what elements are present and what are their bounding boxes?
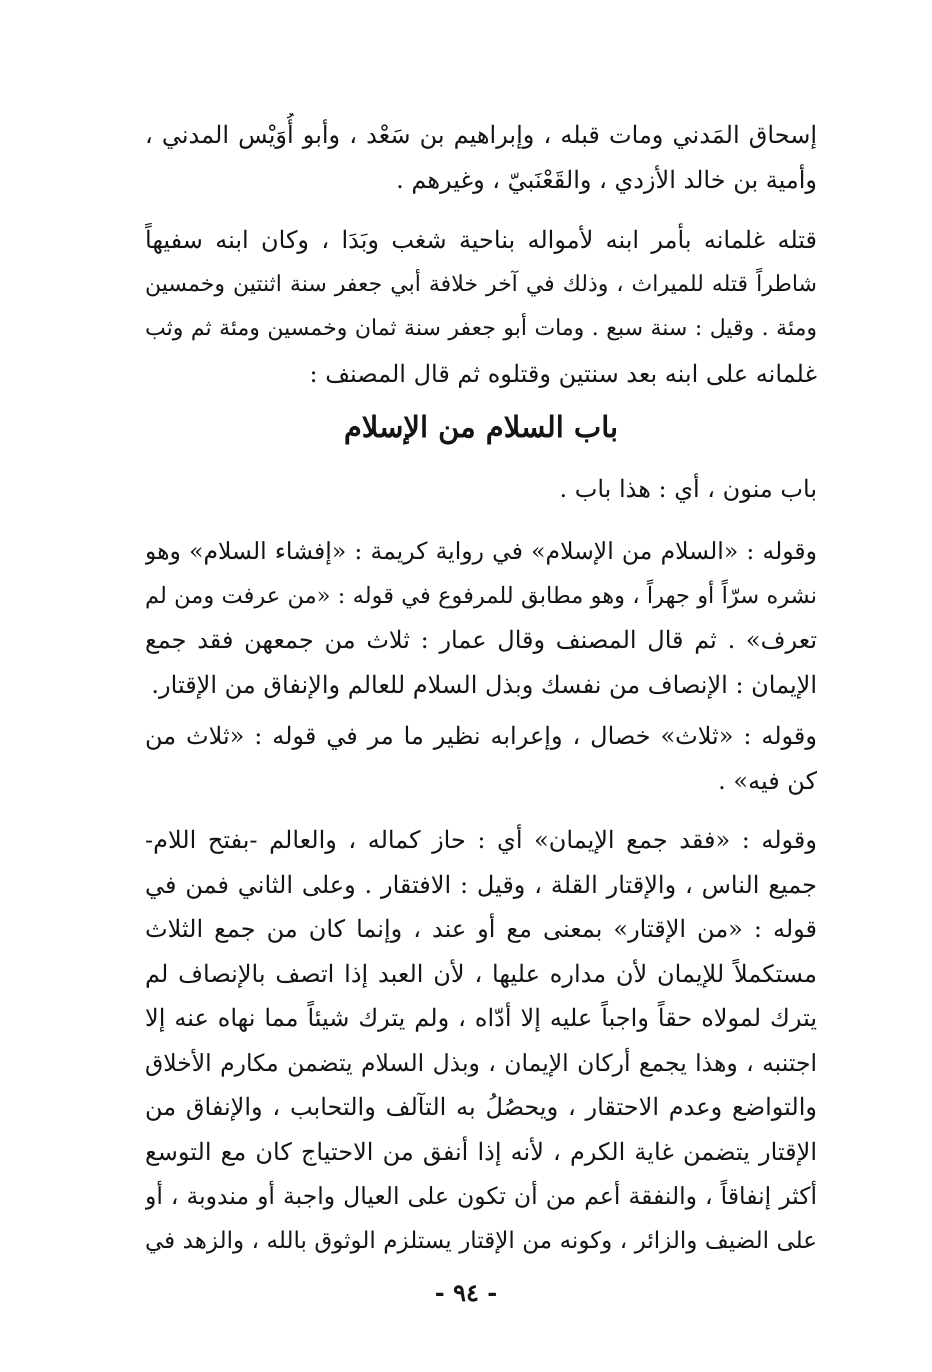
text-line: باب منون ، أي : هذا باب .: [559, 475, 817, 503]
text-line: الإقتار يتضمن غاية الكرم ، لأنه إذا أنفق من الاحتياج كان مع التوسع: [145, 1137, 817, 1166]
text-line: اجتنبه ، وهذا يجمع أركان الإيمان ، وبذل السلام يتضمن مكارم الأخلاق: [145, 1048, 817, 1077]
text-line: الإيمان : الإنصاف من نفسك وبذل السلام للعالم والإنفاق من الإقتار.: [151, 670, 817, 699]
text-line: على الضيف والزائر ، وكونه من الإقتار يستلزم الوثوق بالله ، والزهد في: [145, 1227, 817, 1254]
text-line: وقوله : «فقد جمع الإيمان» أي : حاز كماله ، والعالم -بفتح اللام-: [145, 826, 817, 854]
text-line: وأمية بن خالد الأزدي ، والقَعْنَبيّ ، وغيرهم .: [396, 165, 817, 194]
text-line: مستكملاً للإيمان لأن مداره عليها ، لأن العبد إذا اتصف بالإنصاف لم: [145, 959, 817, 988]
text-line: شاطراً قتله للميراث ، وذلك في آخر خلافة أبي جعفر سنة اثنتين وخمسين: [145, 271, 817, 297]
paragraph-death-account: [145, 218, 817, 396]
text-line: أكثر إنفاقاً ، والنفقة أعم من أن تكون على العيال واجبة أو مندوبة ، أو: [145, 1182, 817, 1210]
text-line: ومئة . وقيل : سنة سبع . ومات أبو جعفر سنة ثمان وخمسين ومئة ثم وثب: [145, 316, 817, 341]
paragraph-narrators: [145, 113, 817, 202]
text-line: قتله غلمانه بأمر ابنه لأمواله بناحية شغب وبَدَا ، وكان ابنه سفيهاً: [145, 226, 817, 254]
text-line: نشره سرّاً أو جهراً ، وهو مطابق للمرفوع في قوله : «من عرفت ومن لم: [145, 582, 817, 609]
text-line: وقوله : «السلام من الإسلام» في رواية كريمة : «إفشاء السلام» وهو: [145, 537, 817, 565]
text-line: جميع الناس ، والإقتار القلة ، وقيل : الافتقار . وعلى الثاني فمن في: [145, 870, 817, 899]
text-line: تعرف» . ثم قال المصنف وقال عمار : ثلاث من جمعهن فقد جمع: [145, 626, 817, 654]
text-line: كن فيه» .: [718, 766, 817, 795]
paragraph-commentary-2: [145, 714, 817, 803]
text-line: يترك لمولاه حقاً واجباً عليه إلا أدّاه ، ولم يترك شيئاً مما نهاه عنه إلا: [145, 1004, 817, 1032]
text-line: والتواضع وعدم الاحتقار ، ويحصُلُ به التآلف والتحابب ، والإنفاق من: [145, 1093, 817, 1121]
page-number: - ٩٤ -: [434, 1278, 498, 1307]
chapter-heading: باب السلام من الإسلام: [343, 410, 619, 444]
text-line: غلمانه على ابنه بعد سنتين وقتلوه ثم قال المصنف :: [309, 359, 817, 388]
text-line: قوله : «من الإقتار» بمعنى مع أو عند ، وإنما كان من جمع الثلاث: [145, 915, 817, 943]
text-line: إسحاق المَدني ومات قبله ، وإبراهيم بن سَعْد ، وأبو أُوَيْس المدني ،: [145, 121, 817, 149]
paragraph-commentary-3: [145, 818, 817, 1263]
paragraph-commentary-1: [145, 529, 817, 707]
text-line: وقوله : «ثلاث» خصال ، وإعرابه نظير ما مر في قوله : «ثلاث من: [145, 722, 817, 750]
paragraph-chapter-note: [145, 467, 817, 512]
